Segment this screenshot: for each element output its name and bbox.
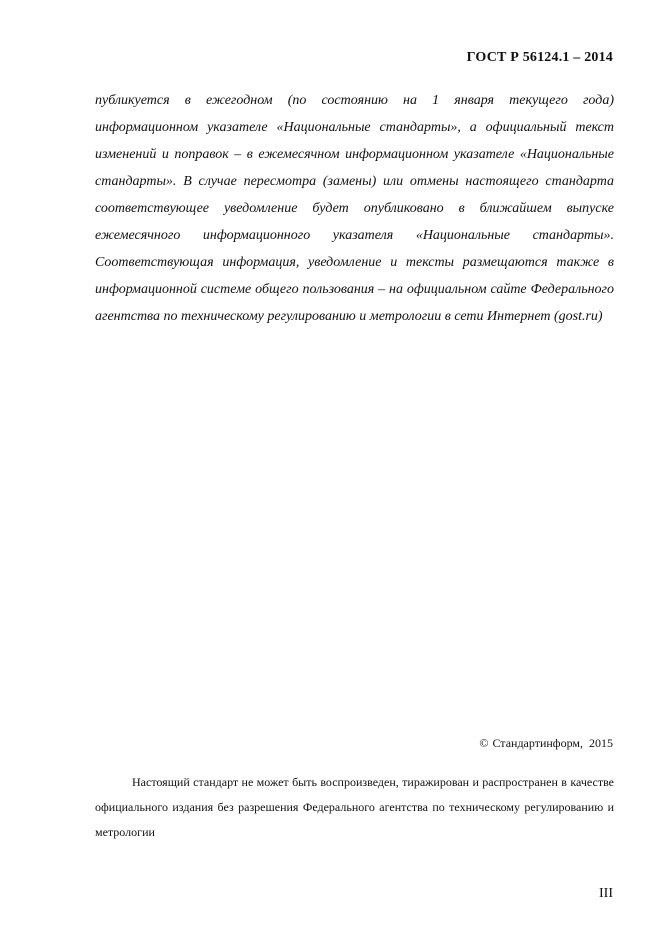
page-number: III (599, 886, 613, 901)
reproduction-notice-paragraph: Настоящий стандарт не может быть воспроизведен, тиражирован и распространен в качестве официального издания без разрешения Федерального агентства по техническому регулированию и метрологии (95, 775, 614, 839)
copyright-line (479, 736, 613, 751)
copyright-year: 2015 (589, 736, 613, 750)
standard-number-header: ГОСТ Р 56124.1 – 2014 (466, 50, 613, 65)
copyright-symbol: © (479, 736, 489, 750)
publication-notice-paragraph: публикуется в ежегодном (по состоянию на 1 января текущего года) информационном указателе «Национальные стандарты», а официальный текст изменений и поправок – в ежемесячном информационном указателе «Национальные стандарты». В случае пересмотра (замены) или отмены настоящего стандарта соответствующее уведомление будет опубликовано в ближайшем выпуске ежемесячного информационного указателя «Национальные стандарты». Соответствующая информация, уведомление и тексты размещаются также в информационной системе общего пользования – на официальном сайте Федерального агентства по техническому регулированию и метрологии в сети Интернет (gost.ru) (95, 93, 614, 324)
copyright-publisher: Стандартинформ, (492, 736, 583, 750)
